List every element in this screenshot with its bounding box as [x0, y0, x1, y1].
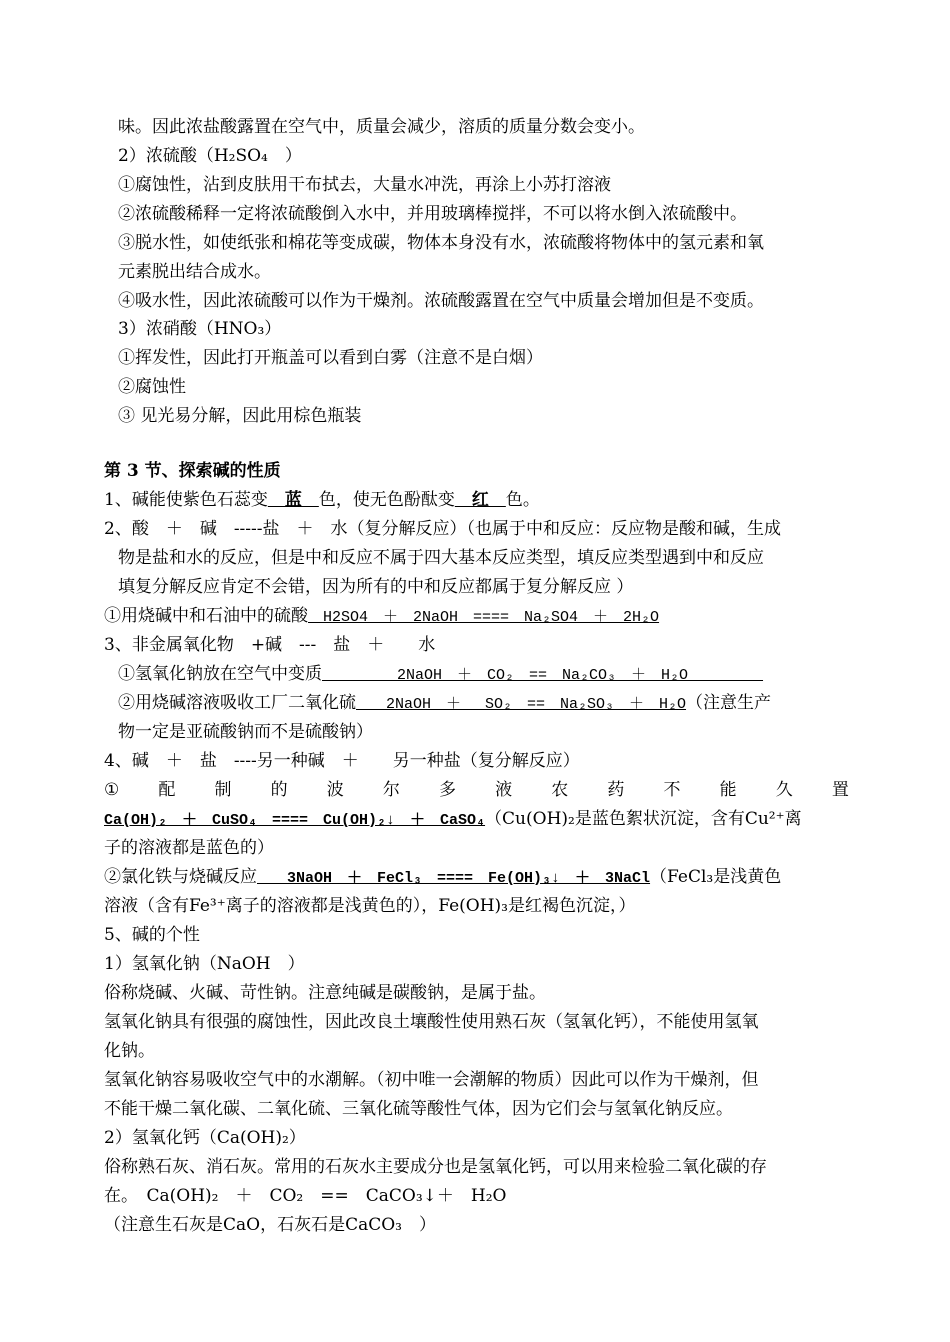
- text-line: 2、酸 ＋ 碱 -----盐 ＋ 水（复分解反应）（也属于中和反应：反应物是酸和碱，生成: [104, 519, 782, 539]
- spread-char: 制: [214, 780, 232, 800]
- text: 1、碱能使紫色石蕊变: [104, 490, 268, 510]
- spread-char: 药: [607, 780, 625, 800]
- spread-char: 多: [439, 780, 456, 800]
- example-line: [104, 808, 849, 832]
- text-line: ③脱水性，如使纸张和棉花等变成碳，物体本身没有水，浓硫酸将物体中的氢元素和氧: [118, 233, 764, 253]
- text-line: 俗称熟石灰、消石灰。常用的石灰水主要成分也是氢氧化钙，可以用来检验二氧化碳的存: [104, 1157, 767, 1177]
- blank-answer: 蓝: [267, 490, 319, 510]
- spread-char: 置: [831, 780, 849, 800]
- text-line: 子的溶液都是蓝色的）: [104, 838, 274, 858]
- spread-char: 不: [663, 780, 681, 800]
- equation: 2NaOH ＋ CO₂ == Na₂CO₃ ＋ H₂O: [322, 667, 764, 684]
- example-line: [118, 663, 863, 687]
- text-line: （注意生石灰是CaO，石灰石是CaCO₃ ）: [104, 1215, 436, 1235]
- text-line: 氢氧化钠容易吸收空气中的水潮解。（初中唯一会潮解的物质）因此可以作为干燥剂，但: [104, 1070, 759, 1090]
- equation: H2SO4 ＋ 2NaOH ==== Na₂SO4 ＋ 2H₂O: [308, 609, 660, 626]
- equation: 2NaOH ＋ SO₂ == Na₂SO₃ ＋ H₂O: [356, 696, 687, 713]
- text-line: ①挥发性，因此打开瓶盖可以看到白雾（注意不是白烟）: [118, 348, 543, 368]
- text-line: 氢氧化钠具有很强的腐蚀性，因此改良土壤酸性使用熟石灰（氢氧化钙），不能使用氢氧: [104, 1012, 759, 1032]
- equation: Ca(OH)₂ ＋ CuSO₄ ==== Cu(OH)₂↓ ＋ CaSO₄: [104, 812, 486, 829]
- spread-char: ①: [104, 780, 120, 800]
- text-line: 5、碱的个性: [104, 925, 200, 945]
- text: ②用烧碱溶液吸收工厂二氧化硫: [118, 693, 356, 713]
- text: （注意生产: [686, 693, 772, 713]
- text-line: ①腐蚀性，沾到皮肤用干布拭去，大量水冲洗，再涂上小苏打溶液: [118, 175, 611, 195]
- spread-char: 波: [326, 780, 344, 800]
- spread-char: 农: [551, 780, 569, 800]
- text-line: 1）氢氧化钠（NaOH ）: [104, 954, 305, 974]
- text-line: 化钠。: [104, 1041, 155, 1061]
- text-line: 在。 Ca(OH)₂ ＋ CO₂ == CaCO₃↓＋ H₂O: [104, 1186, 507, 1206]
- equation: 3NaOH ＋ FeCl₃ ==== Fe(OH)₃↓ ＋ 3NaCl: [257, 870, 651, 887]
- text: ②氯化铁与烧碱反应: [104, 867, 257, 887]
- text-line: 元素脱出结合成水。: [118, 262, 271, 282]
- text-line: 味。因此浓盐酸露置在空气中，质量会减少，溶质的质量分数会变小。: [118, 117, 645, 137]
- example-line: [118, 692, 863, 716]
- text: （Cu(OH)₂是蓝色絮状沉淀，含有Cu²⁺离: [485, 809, 802, 829]
- text: ①氢氧化钠放在空气中变质: [118, 664, 322, 684]
- example-line: [104, 866, 849, 890]
- spread-char: 液: [495, 780, 513, 800]
- blank-answer: 红: [454, 490, 506, 510]
- text-line: 3）浓硝酸（HNO₃）: [118, 319, 282, 339]
- section-title: 第 3 节、探索碱的性质: [104, 461, 281, 481]
- text-line: 2）氢氧化钙（Ca(OH)₂）: [104, 1128, 306, 1148]
- text-line: 4、碱 ＋ 盐 ----另一种碱 ＋ 另一种盐（复分解反应）: [104, 751, 580, 771]
- text-line: ②浓硫酸稀释一定将浓硫酸倒入水中，并用玻璃棒搅拌，不可以将水倒入浓硫酸中。: [118, 204, 747, 224]
- spread-row: [104, 779, 849, 801]
- text-line: 溶液（含有Fe³⁺离子的溶液都是浅黄色的），Fe(OH)₃是红褐色沉淀，）: [104, 896, 636, 916]
- text-line: 填复分解反应肯定不会错，因为所有的中和反应都属于复分解反应 ）: [118, 577, 634, 597]
- text-line: 2）浓硫酸（H₂SO₄ ）: [118, 146, 302, 166]
- text: 色，使无色酚酞变: [318, 490, 455, 510]
- spread-char: 的: [270, 780, 288, 800]
- text: （FeCl₃是浅黄色: [650, 867, 782, 887]
- text-line: 物是盐和水的反应，但是中和反应不属于四大基本反应类型，填反应类型遇到中和反应: [118, 548, 764, 568]
- text-line: ②腐蚀性: [118, 377, 186, 397]
- spread-line: [104, 779, 849, 801]
- paragraph-1: [104, 489, 849, 511]
- text: 色。: [505, 490, 540, 510]
- example-line: [104, 605, 849, 629]
- spread-char: 配: [158, 780, 176, 800]
- spread-char: 久: [775, 780, 793, 800]
- text-line: 物一定是亚硫酸钠而不是硫酸钠）: [118, 722, 373, 742]
- text-line: 不能干燥二氧化碳、二氧化硫、三氧化硫等酸性气体，因为它们会与氢氧化钠反应。: [104, 1099, 733, 1119]
- spread-char: 能: [719, 780, 737, 800]
- text: ①用烧碱中和石油中的硫酸: [104, 606, 308, 626]
- text-line: ④吸水性，因此浓硫酸可以作为干燥剂。浓硫酸露置在空气中质量会增加但是不变质。: [118, 291, 764, 311]
- text-line: 3、非金属氧化物 +碱 --- 盐 ＋ 水: [104, 635, 436, 655]
- text-line: 俗称烧碱、火碱、苛性钠。注意纯碱是碳酸钠，是属于盐。: [104, 983, 546, 1003]
- text-line: ③ 见光易分解，因此用棕色瓶装: [118, 406, 362, 426]
- spread-char: 尔: [382, 780, 400, 800]
